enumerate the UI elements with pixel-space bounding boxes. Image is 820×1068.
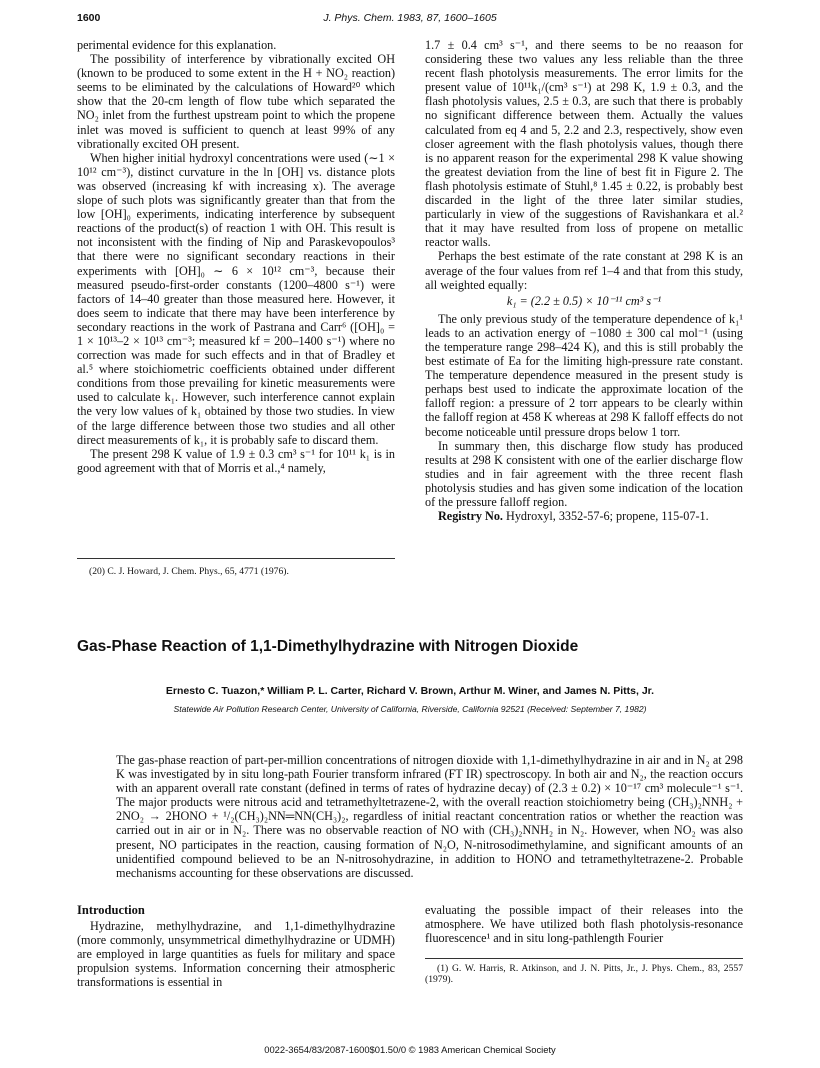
copyright-line: 0022-3654/83/2087-1600$01.50/0 © 1983 American Chemical Society: [264, 1044, 556, 1055]
paragraph: When higher initial hydroxyl concentrations were used (∼1 × 10¹² cm⁻³), distinct curvature in the ln [OH] vs. distance plots was observed (increasing kf with increasing x). The average slope of such plots was significantly greater than that from the low [OH]₀ experiments, indicating interference by subsequent reactions of the product(s) of reaction 1 with OH. This result is not inconsistent with the finding of Nip and Paraskevopoulos³ that there were no significant secondary reactions in their experiments with [OH]₀ ∼ 6 × 10¹² cm⁻³, because their measured pseudo-first-order constants (1200–4800 s⁻¹) were factors of 14–40 greater than those measured here. However, it does seem to indicate that there may have been interference by secondary reactions in the work of Pastrana and Carr⁶ ([OH]₀ = 1 × 10¹³–2 × 10¹³ cm⁻³; measured kf = 200–1400 s⁻¹) where no correction was made for such effects and in that of Bradley et al.⁵ where stoichiometric coefficients obtained under different conditions from those prevailing for kinetic measurements were used to calculate k₁. However, such interference cannot explain the very low values of k₁ obtained by those two studies. In view of the large difference between those two studies and all other direct measurements of k₁, it is probably safe to discard them.: [77, 150, 395, 447]
paragraph: The present 298 K value of 1.9 ± 0.3 cm³ s⁻¹ for 10¹¹ k₁ is in good agreement with that of Morris et al.,⁴ namely,: [77, 446, 395, 475]
rate-constant-equation: k₁ = (2.2 ± 0.5) × 10⁻¹¹ cm³ s⁻¹: [506, 293, 662, 308]
right-column: [425, 38, 743, 523]
footnote-text: (20) C. J. Howard, J. Chem. Phys., 65, 4771 (1976).: [89, 566, 289, 577]
paragraph: perimental evidence for this explanation.: [77, 38, 277, 52]
intro-right-column: [425, 903, 743, 945]
left-column: [77, 38, 395, 475]
footnote-rule: [425, 958, 743, 959]
paragraph: Perhaps the best estimate of the rate constant at 298 K is an average of the four values from ref 1–4 and that from this study, all weighted equally:: [425, 249, 743, 292]
footnote-text: (1) G. W. Harris, R. Atkinson, and J. N. Pitts, Jr., J. Phys. Chem., 83, 2557 (1979).: [425, 963, 743, 985]
paragraph: The possibility of interference by vibrationally excited OH (known to be produced to some extent in the H + NO₂ reaction) seems to be eliminated by the calculations of Howard²⁰ which show that the 20-cm length of flow tube which separated the NO₂ inlet from the furthest upstream point to which the propene inlet was moved is sufficient to quench at least 99% of any vibrationally excited OH present.: [77, 52, 395, 151]
paragraph: Hydrazine, methylhydrazine, and 1,1-dimethylhydrazine (more commonly, unsymmetrical dimethylhydrazine or UDMH) are employed in large quantities as fuels for military and space propulsion systems. Information concerning their atmospheric transformations is essential in: [77, 919, 395, 990]
intro-left-column: [77, 919, 395, 989]
paragraph: In summary then, this discharge flow study has produced results at 298 K consistent with one of the earlier discharge flow studies and in fair agreement with the three recent flash photolysis studies and has given some indication of the location of the pressure falloff region.: [425, 438, 743, 509]
article-authors: Ernesto C. Tuazon,* William P. L. Carter, Richard V. Brown, Arthur M. Winer, and James N. Pitts, Jr.: [165, 685, 655, 697]
footnote-rule: [77, 558, 395, 559]
abstract: The gas-phase reaction of part-per-million concentrations of nitrogen dioxide with 1,1-dimethylhydrazine in air and in N₂ at 298 K was investigated by in situ long-path Fourier transform infrared (FT IR) spectroscopy. In both air and N₂, the reaction occurs with an apparent overall rate constant (defined in terms of rates of hydrazine decay) of (2.3 ± 0.2) × 10⁻¹⁷ cm³ molecule⁻¹ s⁻¹. The major products were nitrous acid and tetramethyltetrazene-2, with the overall reaction stoichiometry being (CH₃)₂NNH₂ + 2NO₂ → 2HONO + ¹/₂(CH₃)₂NN═NN(CH₃)₂, regardless of initial reactant concentration ratios or whether the reaction was carried out in air or in N₂. There was no observable reaction of NO with (CH₃)₂NNH₂ in N₂. However, when NO₂ was also present, NO participates in the reaction, causing formation of N₂O, N-nitrosodimethylamine, and significant amounts of an unidentified compound believed to be an N-nitrosohydrazine, in addition to HONO and tetramethyltetrazene-2. Probable mechanisms accounting for these observations are discussed.: [116, 753, 743, 880]
registry-text: Hydroxyl, 3352-57-6; propene, 115-07-1.: [506, 509, 709, 524]
registry-numbers: [425, 509, 743, 523]
section-heading: Introduction: [77, 903, 145, 917]
article-title: Gas-Phase Reaction of 1,1-Dimethylhydrazine with Nitrogen Dioxide: [77, 638, 579, 655]
registry-label: Registry No.: [438, 509, 503, 524]
paragraph: evaluating the possible impact of their releases into the atmosphere. We have utilized both flash photolysis-resonance fluorescence¹ and in situ long-pathlength Fourier: [425, 903, 743, 946]
journal-citation: J. Phys. Chem. 1983, 87, 1600–1605: [323, 12, 497, 24]
running-header: [77, 12, 743, 28]
page-number: 1600: [77, 12, 101, 24]
article-affiliation: Statewide Air Pollution Research Center, University of California, Riverside, California 92521 (Received: September 7, 1982): [173, 704, 647, 714]
footnote-1: [425, 963, 743, 985]
paragraph: The only previous study of the temperature dependence of k₁¹ leads to an activation energy of −1080 ± 300 cal mol⁻¹ (using the temperature range 298–424 K), and this is still probably the best estimate of Ea for the limiting high-pressure rate constant. The temperature dependence measured in the present study is perhaps best used to indicate the approximate location of the falloff region: a pressure of 2 torr appears to be clearly within the falloff region at 458 K whereas at 298 K falloff effects do not become noticeable until pressure drops below 1 torr.: [425, 311, 743, 439]
footnote-20: [77, 566, 395, 577]
paragraph: 1.7 ± 0.4 cm³ s⁻¹, and there seems to be no reaason for considering these two values any less reliable than the three recent flash photolysis measurements. The error limits for the present value of 10¹¹k₁/(cm³ s⁻¹) at 298 K, 1.9 ± 0.3, and the flash photolysis values, 2.5 ± 0.3, are such that there is probably no significant difference between them. Actually the values calculated from eq 4 and 5, 2.2 and 2.3, respectively, show even closer agreement with the flash photolysis values, though there is no apparent reason for the experimental 298 K value showing the greatest deviation from the line of best fit in Figure 2. The flash photolysis estimate of Stuhl,⁸ 1.45 ± 0.22, is probably best discarded in the light of the three later similar studies, particularly in view of the suggestions of Ravishankara et al.² that it may have resulted from loss of propene on metallic reactor walls.: [425, 38, 743, 250]
